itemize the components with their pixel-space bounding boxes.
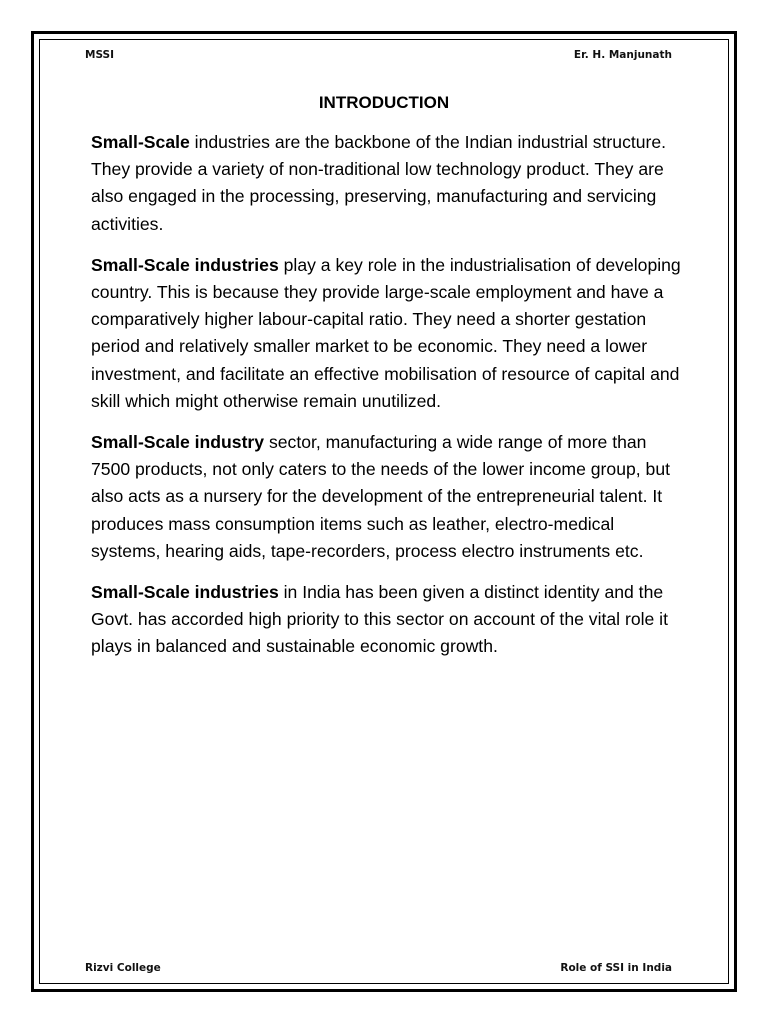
paragraph-4 [91,579,681,661]
paragraph-3 [91,429,681,565]
paragraph-1 [91,129,681,238]
paragraph-4-lead: Small-Scale industries [91,582,279,603]
paragraph-2-lead: Small-Scale industries [91,254,279,275]
paragraph-3-text: sector, manufacturing a wide range of more than 7500 products, not only caters to the needs of the lower income group, but also acts as a nursery for the development of the entrepreneurial talent. It produces mass consumption items such as leather, electro-medical systems, hearing aids, tape-recorders, process electro instruments etc. [91,432,670,561]
page-title: INTRODUCTION [318,93,450,112]
page-header [85,49,672,61]
page-footer [85,962,672,974]
paragraph-4-text: in India has been given a distinct identity and the Govt. has accorded high priority to this sector on account of the vital role it plays in balanced and sustainable economic growth. [91,582,668,657]
header-right: Er. H. Manjunath [573,49,672,61]
header-left: MSSI [85,49,115,61]
paragraph-1-lead: Small-Scale [91,132,190,152]
paragraph-3-lead: Small-Scale industry [91,432,265,453]
body-text [91,129,681,675]
footer-left: Rizvi College [85,962,161,974]
footer-right: Role of SSI in India [560,962,672,974]
paragraph-2 [91,252,681,415]
paragraph-1-text: industries are the backbone of the Indian industrial structure. They provide a variety of non-traditional low technology product. They are also engaged in the processing, preserving, manufacturing and servicing activities. [91,132,667,234]
paragraph-2-text: play a key role in the industrialisation of developing country. This is because they provide large-scale employment and have a comparatively higher labour-capital ratio. They need a shorter gestation period and relatively smaller market to be economic. They need a lower investment, and facilitate an effective mobilisation of resource of capital and skill which might otherwise remain unutilized. [91,254,681,411]
